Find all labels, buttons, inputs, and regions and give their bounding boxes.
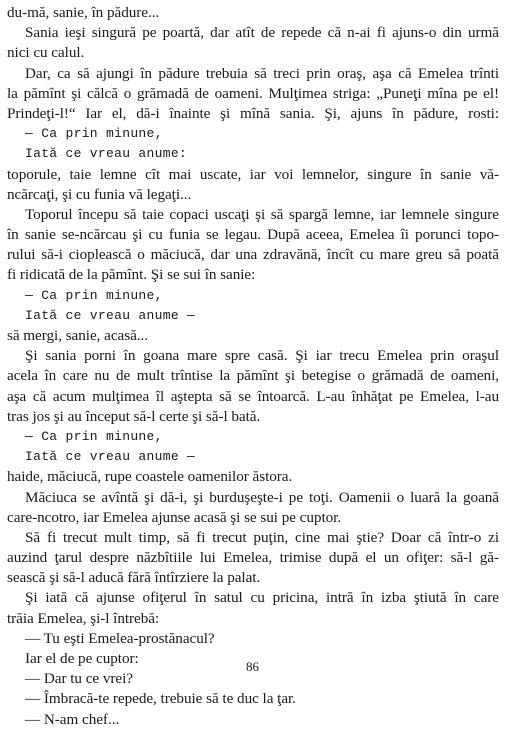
text-line: tras jos şi au început să-l certe şi să-l bată. (7, 407, 261, 425)
verse-line: — Ca prin minune, (25, 287, 163, 303)
verse-line: — Ca prin minune, (25, 126, 163, 142)
text-line: Să fi trecut mult timp, să fi trecut puţin, cine mai ştie? Doar că într-o zi (25, 528, 499, 546)
text-line: rului să-i cioplească o măciucă, dar una zdravănă, încît cu mare greu să poată (7, 246, 499, 264)
dialogue-line: — N-am chef... (25, 710, 120, 728)
text-line: toporule, taie lemne cît mai uscate, iar voi lemnelor, singure în sanie vă- (7, 165, 499, 183)
text-line: care-ncotro, iar Emelea ajunse acasă şi se sui pe cuptor. (7, 508, 342, 526)
page-body-text (7, 3, 499, 730)
text-line: Şi sania porni în goana mare spre casă. Şi iar trecu Emelea prin oraşul (25, 347, 499, 365)
text-line: acela în care nu de mult trîntise la pămînt şi betegise o grămadă de oameni, (7, 367, 499, 385)
text-line: fi ridicată de la pămînt. Şi se sui în sanie: (7, 266, 256, 284)
page-number: 86 (246, 659, 259, 674)
text-line: Măciuca se avîntă şi dă-i, şi burduşeşte-i pe toţi. Oamenii o luară la goană (25, 488, 499, 506)
text-line: sească şi să-l aducă fără întîrziere la palat. (7, 569, 261, 587)
text-line: Sania ieşi singură pe poartă, dar atît de repede că n-ai fi ajuns-o din urmă (25, 24, 499, 42)
dialogue-line: — Îmbracă-te repede, trebuie să te duc la ţar. (25, 690, 296, 708)
text-line: aşa că acum mulţimea îl aştepta să se întoarcă. L-au înhăţat pe Emelea, l-au (7, 387, 499, 405)
text-line: Şi iată că ajunse ofiţerul în satul cu pricina, intră în izba ştiută în care (25, 589, 499, 607)
dialogue-line: Iar el de pe cuptor: (25, 650, 139, 667)
text-line: ncărcaţi, şi cu funia vă legaţi... (7, 185, 192, 203)
verse-line: Iată ce vreau anume — (25, 449, 196, 465)
text-line: Toporul începu să taie copaci uscaţi şi să spargă lemne, iar lemnele singure (25, 205, 499, 223)
text-line: la pămînt şi călcă o grămadă de oameni. Mulţimea striga: „Puneţi mîna pe el! (7, 84, 499, 102)
verse-line: Iată ce vreau anume: (25, 146, 188, 162)
text-line: Dar, ca să ajungi în pădure trebuia să treci prin oraş, aşa că Emelea trînti (25, 64, 499, 82)
dialogue-line: — Dar tu ce vrei? (25, 670, 133, 688)
text-line: auzind ţarul despre năzbîtiile lui Emelea, trimise după el un ofiţer: să-l gă- (7, 549, 499, 567)
text-line: Prindeţi-l!“ Iar el, dă-i înainte şi mînă sania. Şi, ajuns în pădure, rosti: (7, 104, 499, 122)
text-line: în sanie se-ncărcau şi cu funia se legau. După aceea, Emelea îi porunci topo- (7, 226, 499, 244)
text-line: nici cu calul. (7, 44, 85, 62)
text-line: haide, măciucă, rupe coastele oamenilor ăstora. (7, 468, 293, 486)
text-line: du-mă, sanie, în pădure... (7, 4, 160, 21)
dialogue-line: — Tu eşti Emelea-prostănacul? (25, 629, 215, 647)
verse-line: Iată ce vreau anume — (25, 307, 196, 323)
verse-line: — Ca prin minune, (25, 428, 163, 444)
text-line: să mergi, sanie, acasă... (7, 327, 149, 344)
text-line: trăia Emelea, şi-l întrebă: (7, 609, 160, 627)
